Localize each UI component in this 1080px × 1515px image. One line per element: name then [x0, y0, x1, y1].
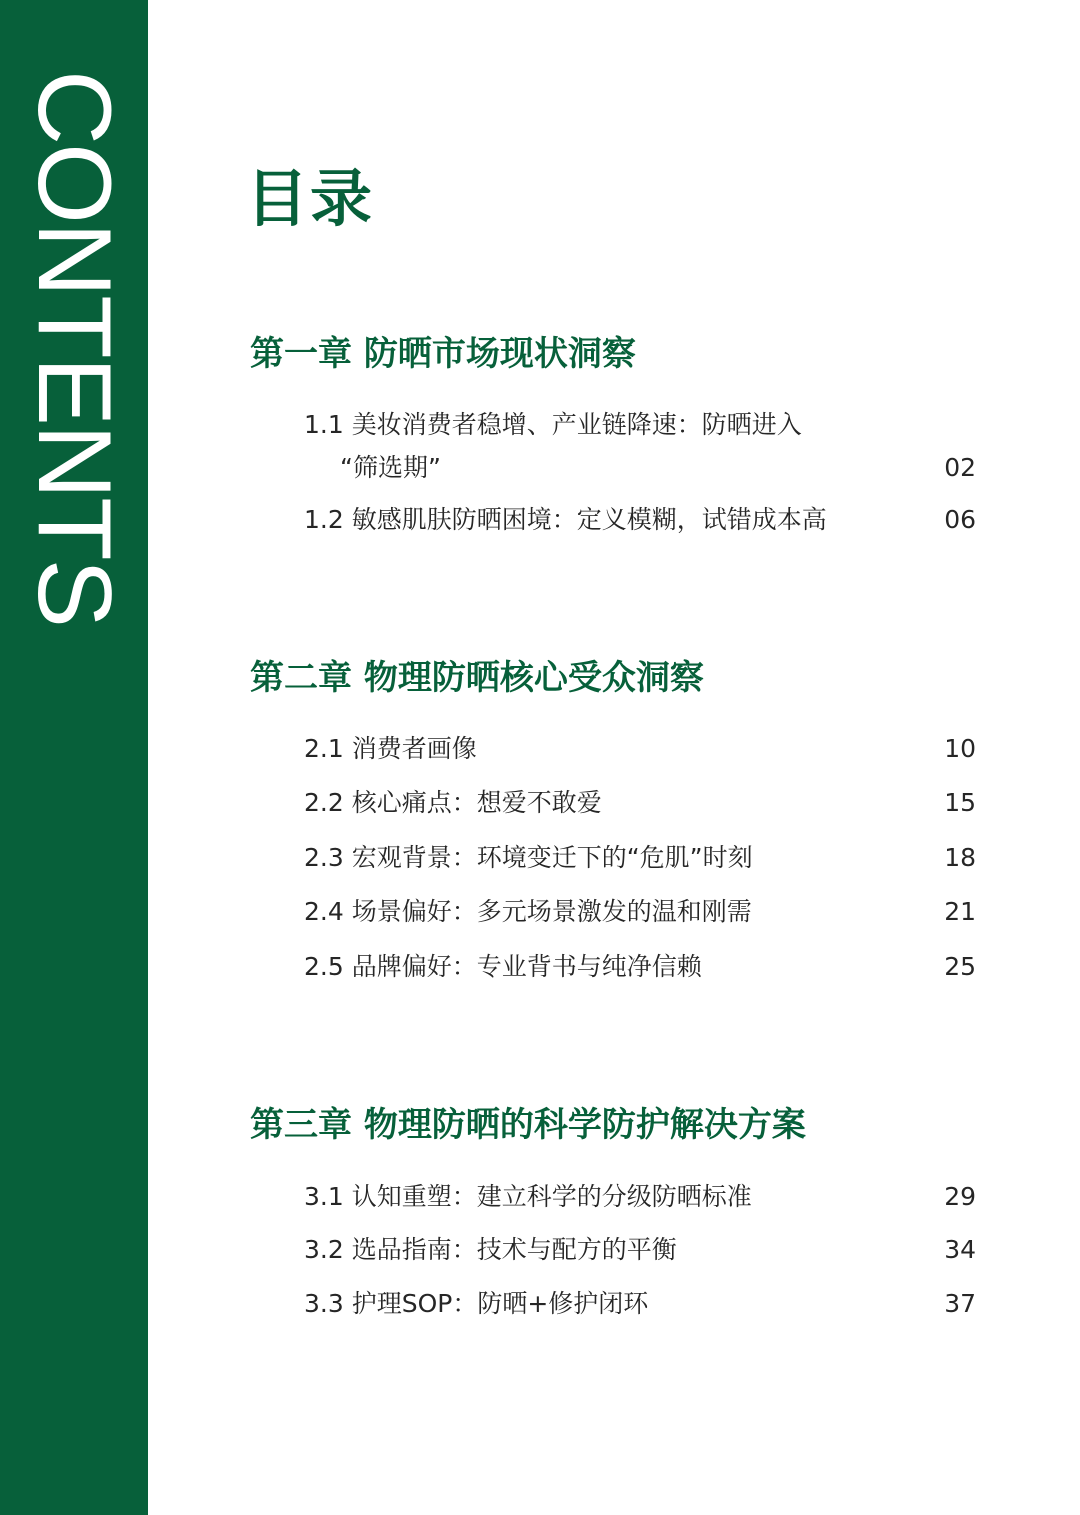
toc-page-number: 02 [944, 453, 976, 482]
chapter-title: 第一章 防晒市场现状洞察 [250, 334, 636, 374]
toc-entry-3-1[interactable] [304, 1175, 976, 1218]
toc-entry-label: 3.3 护理SOP：防晒+修护闭环 [304, 1289, 649, 1318]
toc-page-number: 15 [944, 788, 976, 817]
toc-entry-line-1: 1.1 美妆消费者稳增、产业链降速：防晒进入 [304, 410, 802, 439]
toc-entry-label: 2.5 品牌偏好：专业背书与纯净信赖 [304, 952, 702, 981]
toc-entry-label [304, 403, 824, 489]
toc-entry-2-3[interactable] [304, 836, 976, 879]
page-title: 目录 [246, 162, 375, 235]
toc-page-number: 25 [944, 952, 976, 981]
toc-entry-3-2[interactable] [304, 1228, 976, 1271]
toc-entry-line-2: “筛选期” [340, 453, 441, 482]
toc-entry-3-3[interactable] [304, 1282, 976, 1325]
toc-entry-label: 1.2 敏感肌肤防晒困境：定义模糊，试错成本高 [304, 505, 827, 534]
toc-page-number: 34 [944, 1235, 976, 1264]
toc-entry-label: 2.1 消费者画像 [304, 734, 477, 763]
toc-page-number: 18 [944, 843, 976, 872]
toc-entry-label: 3.2 选品指南：技术与配方的平衡 [304, 1235, 677, 1264]
contents-vertical-label: CONTENTS [16, 70, 132, 626]
toc-page-number: 06 [944, 505, 976, 534]
toc-entry-label: 2.3 宏观背景：环境变迁下的“危肌”时刻 [304, 843, 753, 872]
toc-page-number: 10 [944, 734, 976, 763]
toc-entry-2-2[interactable] [304, 781, 976, 824]
toc-entry-2-5[interactable] [304, 945, 976, 988]
toc-page-number: 21 [944, 897, 976, 926]
side-band [0, 0, 148, 1515]
toc-page-number: 37 [944, 1289, 976, 1318]
toc-entry-label: 2.2 核心痛点：想爱不敢爱 [304, 788, 602, 817]
toc-entry-1-1[interactable] [304, 403, 976, 489]
toc-entry-2-1[interactable] [304, 727, 976, 770]
toc-entry-2-4[interactable] [304, 890, 976, 933]
toc-entry-label: 3.1 认知重塑：建立科学的分级防晒标准 [304, 1182, 752, 1211]
toc-entry-1-2[interactable] [304, 498, 976, 541]
chapter-title: 第二章 物理防晒核心受众洞察 [250, 658, 704, 698]
chapter-title: 第三章 物理防晒的科学防护解决方案 [250, 1105, 806, 1145]
toc-page-number: 29 [944, 1182, 976, 1211]
toc-entry-label: 2.4 场景偏好：多元场景激发的温和刚需 [304, 897, 752, 926]
